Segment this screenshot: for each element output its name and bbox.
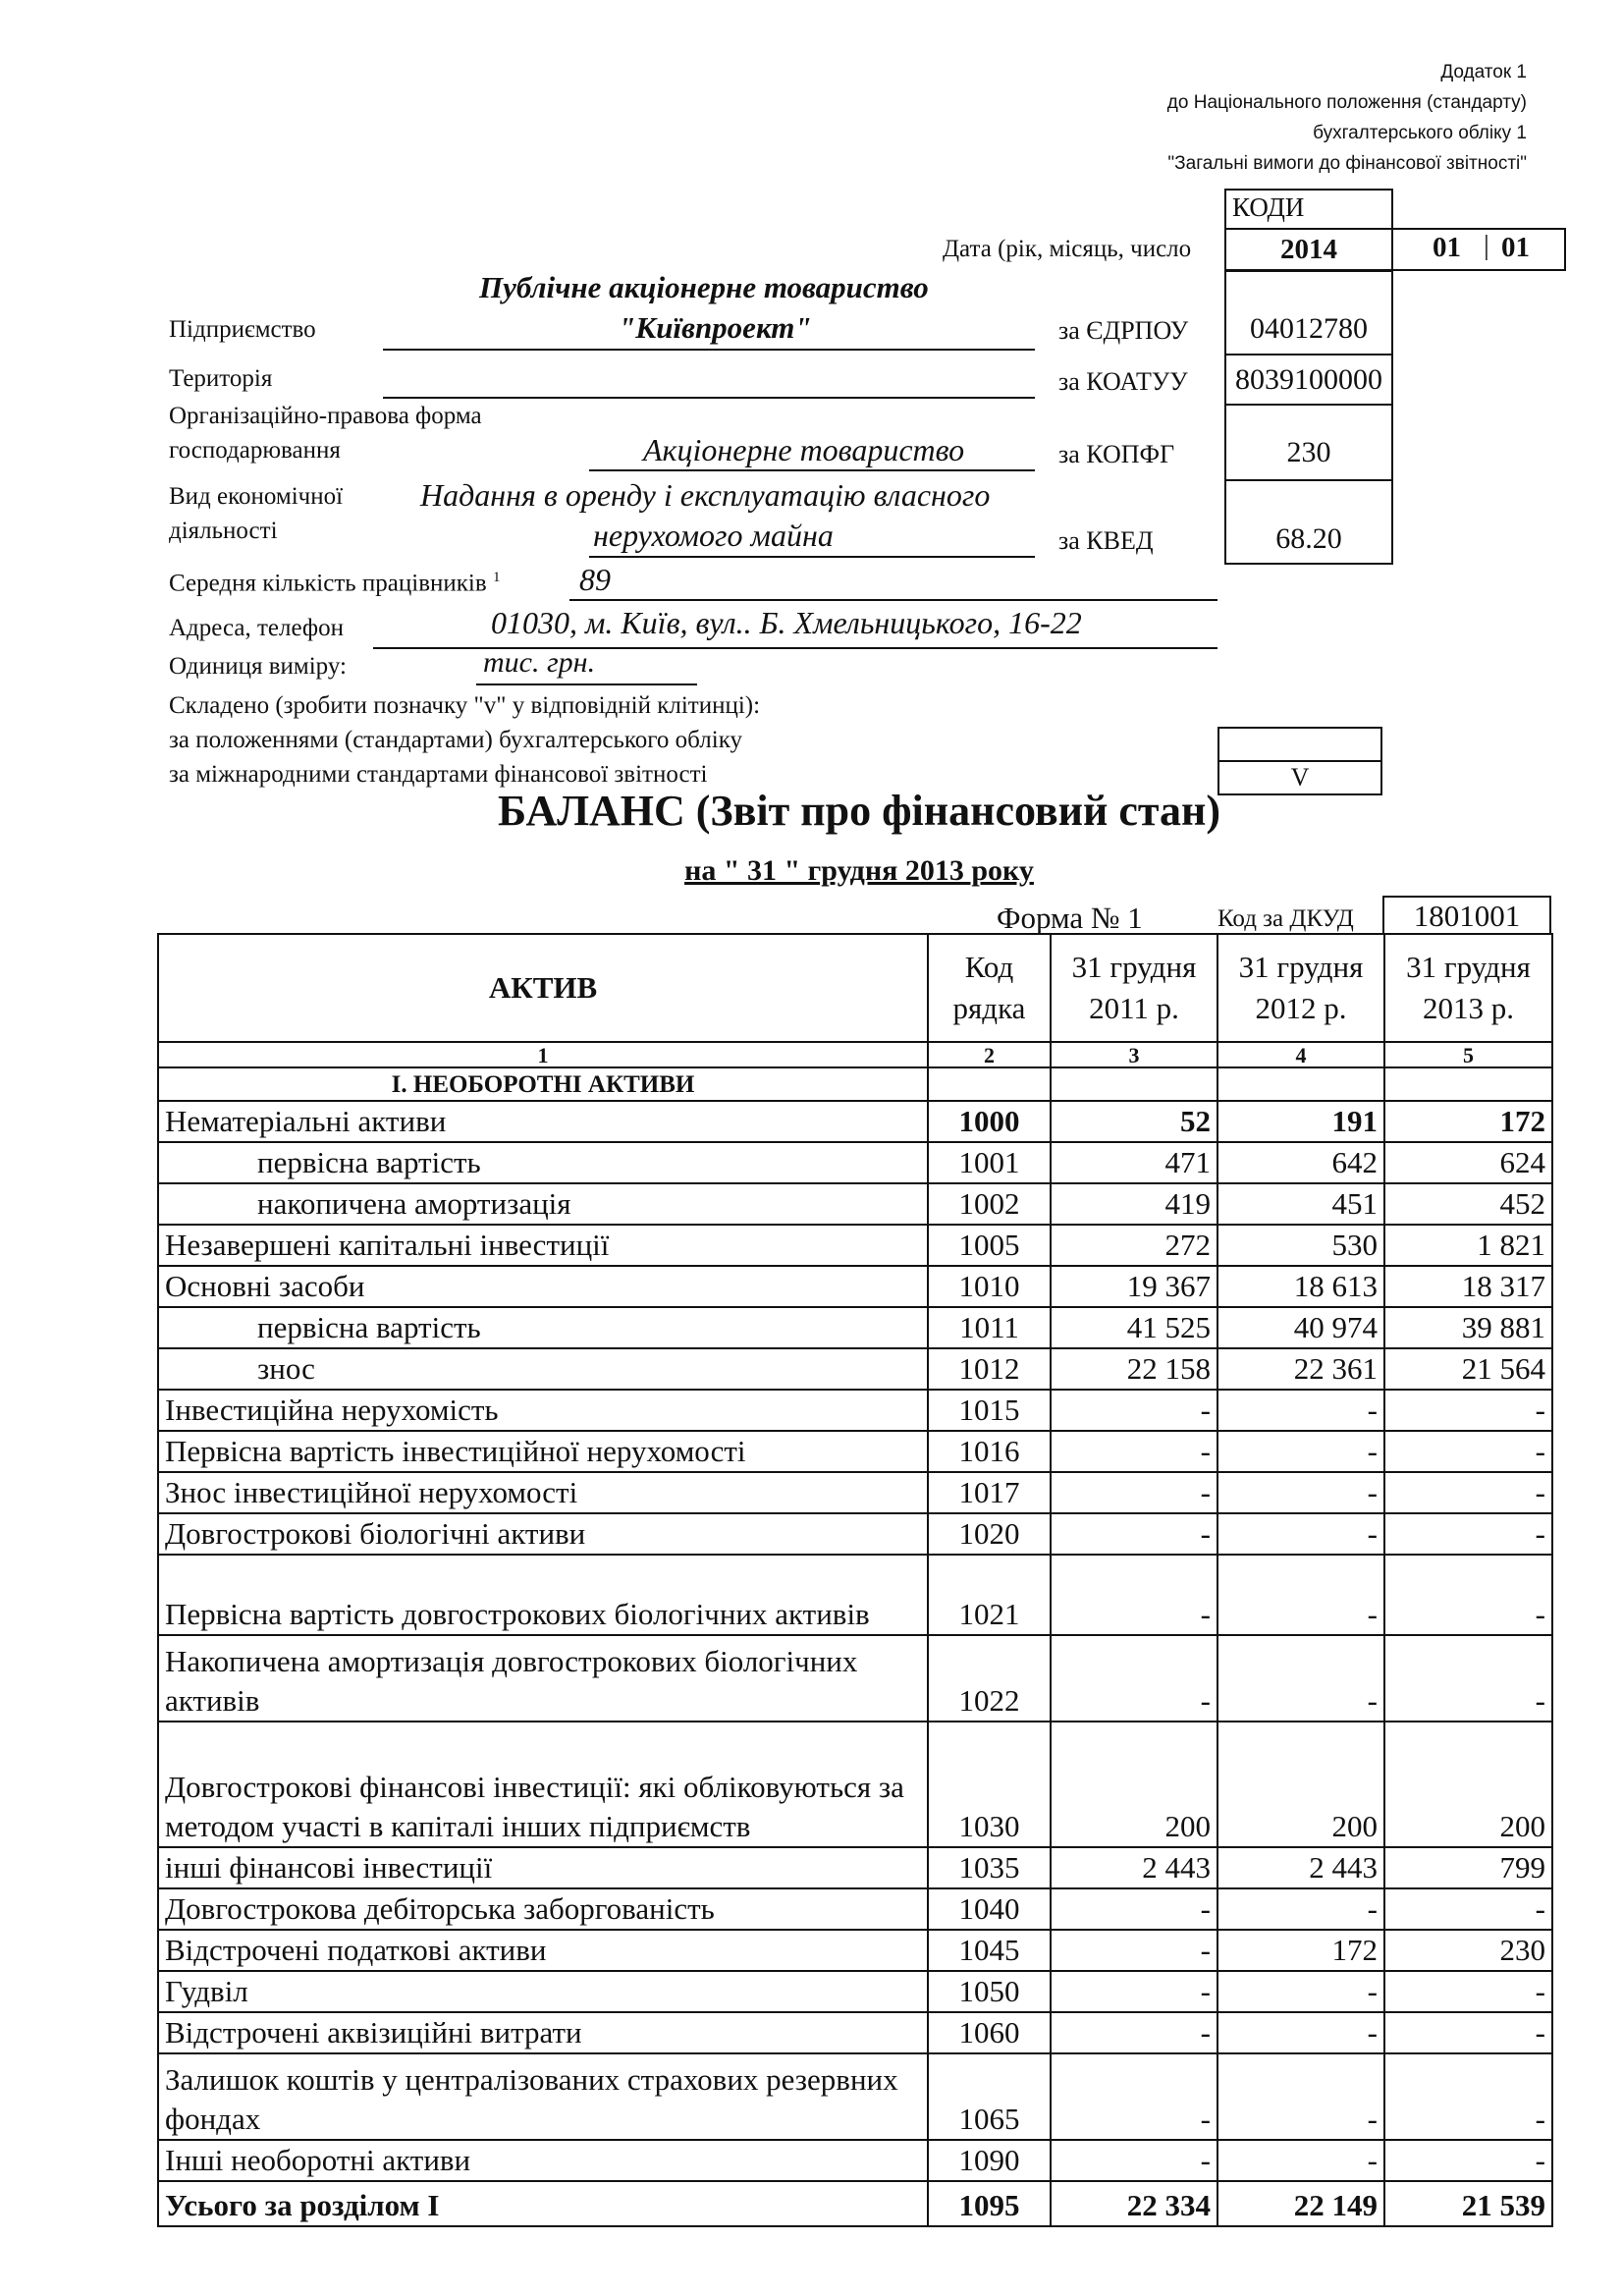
table-header-row	[158, 934, 1552, 1042]
row-value-2013: 624	[1384, 1142, 1552, 1183]
prepared-line-3: за міжнародними стандартами фінансової звітності	[169, 761, 708, 788]
row-value-2011: -	[1051, 1888, 1217, 1930]
row-value-2013: 230	[1384, 1930, 1552, 1971]
row-code: 1045	[928, 1930, 1051, 1971]
header-code-1: Код	[964, 950, 1014, 984]
table-row	[158, 2140, 1552, 2181]
document-subtitle: на " 31 " грудня 2013 року	[684, 854, 1034, 887]
row-name: знос	[158, 1348, 928, 1390]
legal-form-label-2: господарювання	[169, 437, 341, 464]
header-2011-1: 31 грудня	[1071, 950, 1197, 984]
row-name: Довгострокова дебіторська заборгованість	[158, 1888, 928, 1930]
row-code: 1060	[928, 2012, 1051, 2053]
date-month-day-cell	[1391, 228, 1566, 271]
row-value-2011: -	[1051, 1513, 1217, 1555]
row-value-2011: 200	[1051, 1722, 1217, 1847]
edrpou-label: за ЄДРПОУ	[1058, 316, 1189, 345]
unit-label: Одиниця виміру:	[169, 653, 347, 680]
company-name-line-2: "Київпроект"	[619, 310, 812, 345]
row-value-2012: -	[1217, 1555, 1384, 1635]
row-name: Нематеріальні активи	[158, 1101, 928, 1142]
date-label: Дата (рік, місяць, число	[943, 236, 1192, 262]
row-name: Знос інвестиційної нерухомості	[158, 1472, 928, 1513]
row-value-2012: 18 613	[1217, 1266, 1384, 1307]
col-num-2: 2	[928, 1042, 1051, 1067]
header-2012-2: 2012 р.	[1255, 991, 1347, 1025]
row-code: 1040	[928, 1888, 1051, 1930]
table-row	[158, 1142, 1552, 1183]
row-value-2011: 471	[1051, 1142, 1217, 1183]
row-code: 1095	[928, 2181, 1051, 2226]
row-code: 1035	[928, 1847, 1051, 1888]
row-code: 1011	[928, 1307, 1051, 1348]
table-row	[158, 1307, 1552, 1348]
activity-value-line-2: нерухомого майна	[593, 518, 834, 553]
company-underline	[383, 349, 1035, 351]
note-line-4: "Загальні вимоги до фінансової звітності"	[1167, 153, 1527, 174]
row-value-2012: -	[1217, 1390, 1384, 1431]
row-value-2013: -	[1384, 1431, 1552, 1472]
row-value-2011: -	[1051, 1971, 1217, 2012]
row-value-2011: -	[1051, 2012, 1217, 2053]
header-2013	[1384, 934, 1552, 1042]
row-value-2013: -	[1384, 2053, 1552, 2140]
employees-label	[169, 570, 500, 597]
row-value-2012: 191	[1217, 1101, 1384, 1142]
row-name: Відстрочені податкові активи	[158, 1930, 928, 1971]
row-value-2013: -	[1384, 1513, 1552, 1555]
row-value-2013: 21 539	[1384, 2181, 1552, 2226]
column-number-row	[158, 1042, 1552, 1067]
row-name: інші фінансові інвестиції	[158, 1847, 928, 1888]
legal-form-label-1: Організаційно-правова форма	[169, 403, 482, 429]
row-code: 1005	[928, 1225, 1051, 1266]
dkud-code-cell	[1382, 896, 1551, 935]
row-value-2012: 200	[1217, 1722, 1384, 1847]
row-code: 1012	[928, 1348, 1051, 1390]
row-value-2011: 52	[1051, 1101, 1217, 1142]
prepared-line-2: за положеннями (стандартами) бухгалтерського обліку	[169, 727, 742, 753]
employees-underline	[569, 599, 1217, 601]
row-value-2013: -	[1384, 2140, 1552, 2181]
company-label: Підприємство	[169, 316, 316, 343]
row-value-2012: -	[1217, 1888, 1384, 1930]
row-code: 1000	[928, 1101, 1051, 1142]
row-value-2011: 22 158	[1051, 1348, 1217, 1390]
row-value-2011: -	[1051, 1431, 1217, 1472]
kopfg-code: 230	[1286, 436, 1331, 468]
kved-label: за КВЕД	[1058, 526, 1154, 555]
table-row	[158, 2181, 1552, 2226]
codes-label: КОДИ	[1232, 192, 1305, 222]
row-value-2011: -	[1051, 1472, 1217, 1513]
table-row	[158, 1183, 1552, 1225]
row-value-2013: 39 881	[1384, 1307, 1552, 1348]
row-value-2011: -	[1051, 1635, 1217, 1722]
note-line-2: до Національного положення (стандарту)	[1166, 92, 1527, 113]
row-value-2011: -	[1051, 1390, 1217, 1431]
row-code: 1030	[928, 1722, 1051, 1847]
col-num-1: 1	[158, 1042, 928, 1067]
edrpou-code: 04012780	[1250, 312, 1368, 345]
header-asset: АКТИВ	[158, 934, 928, 1042]
national-standards-checkbox[interactable]	[1217, 727, 1382, 762]
table-row	[158, 2012, 1552, 2053]
row-value-2012: 22 361	[1217, 1348, 1384, 1390]
row-value-2013: -	[1384, 1971, 1552, 2012]
empty-cell	[1384, 1067, 1552, 1101]
header-2013-1: 31 грудня	[1406, 950, 1531, 984]
table-row	[158, 1431, 1552, 1472]
row-name: первісна вартість	[158, 1142, 928, 1183]
row-name: Основні засоби	[158, 1266, 928, 1307]
table-row	[158, 1971, 1552, 2012]
kopfg-label: за КОПФГ	[1058, 440, 1175, 468]
row-value-2012: 22 149	[1217, 2181, 1384, 2226]
col-num-3: 3	[1051, 1042, 1217, 1067]
section-row	[158, 1067, 1552, 1101]
table-row	[158, 1722, 1552, 1847]
row-name: Інші необоротні активи	[158, 2140, 928, 2181]
employees-label-text: Середня кількість працівників	[169, 570, 487, 597]
row-code: 1010	[928, 1266, 1051, 1307]
header-code	[928, 934, 1051, 1042]
row-value-2012: 2 443	[1217, 1847, 1384, 1888]
row-value-2012: 172	[1217, 1930, 1384, 1971]
row-value-2012: -	[1217, 2140, 1384, 2181]
row-value-2012: 530	[1217, 1225, 1384, 1266]
header-2011	[1051, 934, 1217, 1042]
row-value-2011: -	[1051, 1555, 1217, 1635]
table-row	[158, 1635, 1552, 1722]
table-row	[158, 1390, 1552, 1431]
empty-cell	[928, 1067, 1051, 1101]
codes-row-divider-2	[1224, 479, 1393, 481]
table-row	[158, 1472, 1552, 1513]
table-row	[158, 1847, 1552, 1888]
row-name: Довгострокові біологічні активи	[158, 1513, 928, 1555]
company-name-line-1: Публічне акціонерне товариство	[479, 270, 929, 304]
territory-underline	[383, 397, 1035, 399]
row-value-2011: -	[1051, 2140, 1217, 2181]
koatuu-label: за КОАТУУ	[1058, 367, 1188, 396]
territory-label: Територія	[169, 365, 273, 392]
row-value-2013: 452	[1384, 1183, 1552, 1225]
row-value-2012: 40 974	[1217, 1307, 1384, 1348]
ifrs-mark: V	[1290, 763, 1310, 792]
balance-table	[157, 933, 1553, 2227]
row-code: 1021	[928, 1555, 1051, 1635]
row-value-2011: 19 367	[1051, 1266, 1217, 1307]
row-code: 1022	[928, 1635, 1051, 1722]
unit-value: тис. грн.	[483, 646, 596, 679]
employees-value: 89	[579, 562, 611, 597]
table-row	[158, 1348, 1552, 1390]
employees-footnote: 1	[492, 570, 501, 585]
table-row	[158, 1930, 1552, 1971]
empty-cell	[1217, 1067, 1384, 1101]
row-value-2013: 172	[1384, 1101, 1552, 1142]
table-row	[158, 1513, 1552, 1555]
col-num-5: 5	[1384, 1042, 1552, 1067]
kved-code: 68.20	[1275, 522, 1342, 555]
row-name: Гудвіл	[158, 1971, 928, 2012]
table-row	[158, 2053, 1552, 2140]
row-value-2012: 642	[1217, 1142, 1384, 1183]
row-value-2012: -	[1217, 1513, 1384, 1555]
table-row	[158, 1225, 1552, 1266]
row-name: Довгострокові фінансові інвестиції: які обліковуються за методом участі в капіталі інших підприємств	[158, 1722, 928, 1847]
row-value-2011: -	[1051, 2053, 1217, 2140]
row-value-2012: -	[1217, 2012, 1384, 2053]
row-name: Первісна вартість інвестиційної нерухомості	[158, 1431, 928, 1472]
form-label: Форма № 1	[997, 901, 1143, 935]
empty-cell	[1051, 1067, 1217, 1101]
row-value-2012: -	[1217, 1635, 1384, 1722]
date-month: 01	[1433, 232, 1461, 263]
section-title: І. НЕОБОРОТНІ АКТИВИ	[158, 1067, 928, 1101]
codes-header-box	[1224, 189, 1393, 228]
unit-underline	[476, 683, 697, 685]
date-day: 01	[1501, 232, 1530, 263]
row-name: первісна вартість	[158, 1307, 928, 1348]
row-value-2012: -	[1217, 1971, 1384, 2012]
row-value-2013: -	[1384, 1472, 1552, 1513]
row-value-2011: 272	[1051, 1225, 1217, 1266]
prepared-line-1: Складено (зробити позначку "v" у відповідній клітинці):	[169, 692, 761, 719]
row-value-2012: -	[1217, 2053, 1384, 2140]
header-2012	[1217, 934, 1384, 1042]
koatuu-code: 8039100000	[1235, 363, 1382, 396]
row-code: 1016	[928, 1431, 1051, 1472]
row-code: 1002	[928, 1183, 1051, 1225]
activity-underline	[589, 556, 1035, 558]
activity-label-2: діяльності	[169, 518, 278, 544]
row-value-2013: 21 564	[1384, 1348, 1552, 1390]
row-value-2012: -	[1217, 1472, 1384, 1513]
row-code: 1020	[928, 1513, 1051, 1555]
row-value-2013: -	[1384, 1555, 1552, 1635]
row-name: Усього за розділом І	[158, 2181, 928, 2226]
date-year: 2014	[1280, 234, 1337, 265]
row-value-2011: 419	[1051, 1183, 1217, 1225]
row-value-2011: 41 525	[1051, 1307, 1217, 1348]
date-year-cell	[1224, 228, 1393, 271]
legal-form-value: Акціонерне товариство	[643, 432, 965, 467]
activity-value-line-1: Надання в оренду і експлуатацію власного	[420, 477, 991, 513]
row-value-2013: -	[1384, 1390, 1552, 1431]
row-value-2013: -	[1384, 1635, 1552, 1722]
row-code: 1065	[928, 2053, 1051, 2140]
row-value-2012: 451	[1217, 1183, 1384, 1225]
row-name: Відстрочені аквізиційні витрати	[158, 2012, 928, 2053]
col-num-4: 4	[1217, 1042, 1384, 1067]
row-value-2013: 200	[1384, 1722, 1552, 1847]
row-value-2013: 799	[1384, 1847, 1552, 1888]
row-value-2013: 18 317	[1384, 1266, 1552, 1307]
row-name: Інвестиційна нерухомість	[158, 1390, 928, 1431]
address-label: Адреса, телефон	[169, 615, 344, 641]
row-name: Залишок коштів у централізованих страхових резервних фондах	[158, 2053, 928, 2140]
row-code: 1015	[928, 1390, 1051, 1431]
row-code: 1050	[928, 1971, 1051, 2012]
header-code-2: рядка	[952, 991, 1026, 1025]
balance-rows	[158, 1101, 1552, 2226]
address-value: 01030, м. Київ, вул.. Б. Хмельницького, 16-22	[491, 605, 1082, 640]
row-value-2012: -	[1217, 1431, 1384, 1472]
header-2011-2: 2011 р.	[1089, 991, 1179, 1025]
dkud-label: Код за ДКУД	[1217, 905, 1354, 932]
row-name: Первісна вартість довгострокових біологічних активів	[158, 1555, 928, 1635]
row-name: накопичена амортизація	[158, 1183, 928, 1225]
row-name: Незавершені капітальні інвестиції	[158, 1225, 928, 1266]
dkud-code: 1801001	[1413, 899, 1521, 933]
row-value-2013: -	[1384, 1888, 1552, 1930]
row-code: 1001	[928, 1142, 1051, 1183]
note-line-3: бухгалтерського обліку 1	[1313, 123, 1527, 143]
row-code: 1090	[928, 2140, 1051, 2181]
header-2013-2: 2013 р.	[1423, 991, 1514, 1025]
row-value-2011: -	[1051, 1930, 1217, 1971]
row-value-2011: 2 443	[1051, 1847, 1217, 1888]
row-name: Накопичена амортизація довгострокових біологічних активів	[158, 1635, 928, 1722]
row-code: 1017	[928, 1472, 1051, 1513]
row-value-2013: -	[1384, 2012, 1552, 2053]
header-2012-1: 31 грудня	[1238, 950, 1364, 984]
activity-label-1: Вид економічної	[169, 483, 344, 510]
row-value-2013: 1 821	[1384, 1225, 1552, 1266]
table-row	[158, 1101, 1552, 1142]
legal-form-underline	[589, 469, 1035, 471]
row-value-2011: 22 334	[1051, 2181, 1217, 2226]
note-line-1: Додаток 1	[1440, 62, 1527, 82]
table-row	[158, 1555, 1552, 1635]
table-row	[158, 1888, 1552, 1930]
date-separator: |	[1484, 230, 1489, 261]
document-title: БАЛАНС (Звіт про фінансовий стан)	[497, 787, 1221, 835]
table-row	[158, 1266, 1552, 1307]
